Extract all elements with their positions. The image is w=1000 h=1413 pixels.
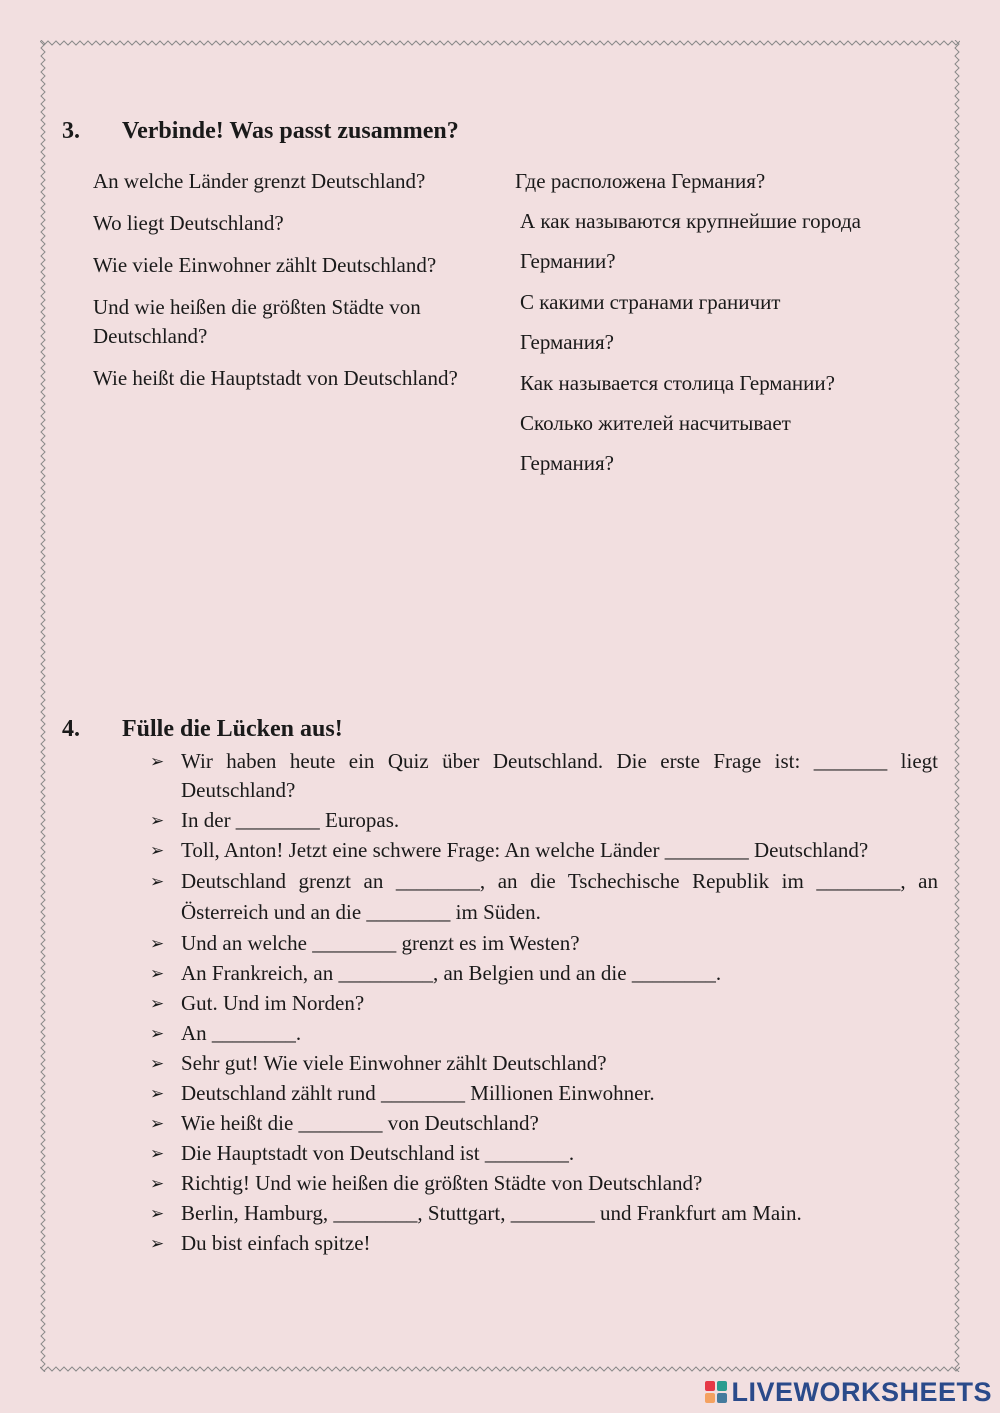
fill-in-sentence[interactable]: Die Hauptstadt von Deutschland ist ________. bbox=[181, 1141, 575, 1165]
list-item bbox=[150, 1079, 938, 1108]
fill-in-sentence[interactable]: Wir haben heute ein Quiz über Deutschland. Die erste Frage ist: _______ liegt Deutschland? bbox=[181, 749, 938, 802]
russian-line[interactable]: Где расположена Германия? bbox=[515, 169, 766, 193]
arrow-bullet-icon: ➢ bbox=[150, 1174, 165, 1193]
arrow-bullet-icon: ➢ bbox=[150, 1024, 165, 1043]
list-item bbox=[150, 1169, 938, 1198]
russian-line[interactable]: С какими странами граничит bbox=[520, 290, 781, 314]
german-question[interactable]: Und wie heißen die größten Städte von Deutschland? bbox=[93, 295, 421, 348]
russian-line[interactable]: Сколько жителей насчитывает bbox=[520, 411, 791, 435]
arrow-bullet-icon: ➢ bbox=[150, 964, 165, 983]
list-item bbox=[150, 1109, 938, 1138]
section-4-title: Fülle die Lücken aus! bbox=[122, 716, 343, 742]
russian-line[interactable]: Германия? bbox=[520, 330, 614, 354]
liveworksheets-logo bbox=[705, 1377, 992, 1407]
arrow-bullet-icon: ➢ bbox=[150, 1084, 165, 1103]
logo-mark-square bbox=[705, 1393, 715, 1403]
section-4-number: 4. bbox=[62, 716, 80, 742]
fill-in-sentence[interactable]: An ________. bbox=[181, 1021, 302, 1045]
page-border-left bbox=[40, 40, 46, 1372]
fill-in-sentence[interactable]: Toll, Anton! Jetzt eine schwere Frage: An welche Länder ________ Deutschland? bbox=[181, 838, 869, 862]
russian-line[interactable]: Германия? bbox=[520, 451, 614, 475]
logo-mark-square bbox=[717, 1393, 727, 1403]
list-item bbox=[150, 747, 938, 805]
german-question[interactable]: Wie viele Einwohner zählt Deutschland? bbox=[93, 253, 437, 277]
fill-in-sentence[interactable]: Du bist einfach spitze! bbox=[181, 1231, 371, 1255]
fill-in-sentence[interactable]: Und an welche ________ grenzt es im Westen? bbox=[181, 931, 580, 955]
list-item bbox=[150, 1139, 938, 1168]
arrow-bullet-icon: ➢ bbox=[150, 1114, 165, 1133]
section-3-title: Verbinde! Was passt zusammen? bbox=[122, 118, 459, 144]
arrow-bullet-icon: ➢ bbox=[150, 811, 165, 830]
fill-in-sentence[interactable]: An Frankreich, an _________, an Belgien und an die ________. bbox=[181, 961, 722, 985]
list-item bbox=[150, 1049, 938, 1078]
arrow-bullet-icon: ➢ bbox=[150, 1234, 165, 1253]
list-item bbox=[150, 959, 938, 988]
list-item bbox=[150, 806, 938, 835]
fill-in-sentence[interactable]: Richtig! Und wie heißen die größten Städte von Deutschland? bbox=[181, 1171, 703, 1195]
fill-in-sentence[interactable]: Gut. Und im Norden? bbox=[181, 991, 365, 1015]
arrow-bullet-icon: ➢ bbox=[150, 872, 165, 891]
list-item bbox=[150, 1199, 938, 1228]
list-item bbox=[150, 866, 938, 928]
fill-in-sentence[interactable]: Deutschland zählt rund ________ Millionen Einwohner. bbox=[181, 1081, 655, 1105]
logo-mark-icon bbox=[705, 1381, 727, 1403]
list-item bbox=[150, 1019, 938, 1048]
arrow-bullet-icon: ➢ bbox=[150, 752, 165, 771]
page-border-right bbox=[954, 40, 960, 1372]
list-item bbox=[150, 989, 938, 1018]
list-item bbox=[150, 1229, 938, 1258]
fill-in-list bbox=[150, 747, 938, 1259]
arrow-bullet-icon: ➢ bbox=[150, 1204, 165, 1223]
russian-line[interactable]: Германии? bbox=[520, 249, 616, 273]
russian-line[interactable]: Как называется столица Германии? bbox=[520, 371, 835, 395]
russian-line[interactable]: А как называются крупнейшие города bbox=[520, 209, 862, 233]
arrow-bullet-icon: ➢ bbox=[150, 994, 165, 1013]
logo-mark-square bbox=[717, 1381, 727, 1391]
list-item bbox=[150, 836, 938, 865]
page-border-top bbox=[40, 40, 960, 46]
arrow-bullet-icon: ➢ bbox=[150, 1144, 165, 1163]
german-question[interactable]: An welche Länder grenzt Deutschland? bbox=[93, 169, 426, 193]
logo-mark-square bbox=[705, 1381, 715, 1391]
arrow-bullet-icon: ➢ bbox=[150, 1054, 165, 1073]
fill-in-sentence[interactable]: Berlin, Hamburg, ________, Stuttgart, ________ und Frankfurt am Main. bbox=[181, 1201, 802, 1225]
german-question[interactable]: Wo liegt Deutschland? bbox=[93, 211, 284, 235]
german-question[interactable]: Wie heißt die Hauptstadt von Deutschland? bbox=[93, 366, 458, 390]
fill-in-sentence[interactable]: In der ________ Europas. bbox=[181, 808, 400, 832]
list-item bbox=[150, 929, 938, 958]
fill-in-sentence[interactable]: Sehr gut! Wie viele Einwohner zählt Deutschland? bbox=[181, 1051, 607, 1075]
section-3-number: 3. bbox=[62, 118, 80, 144]
page-border-bottom bbox=[40, 1366, 960, 1372]
arrow-bullet-icon: ➢ bbox=[150, 934, 165, 953]
fill-in-sentence[interactable]: Deutschland grenzt an ________, an die Tschechische Republik im ________, an Österreich und an die ________ im Süden. bbox=[181, 869, 938, 924]
logo-text: LIVEWORKSHEETS bbox=[731, 1376, 992, 1407]
arrow-bullet-icon: ➢ bbox=[150, 841, 165, 860]
fill-in-sentence[interactable]: Wie heißt die ________ von Deutschland? bbox=[181, 1111, 539, 1135]
german-questions-column bbox=[93, 167, 483, 406]
